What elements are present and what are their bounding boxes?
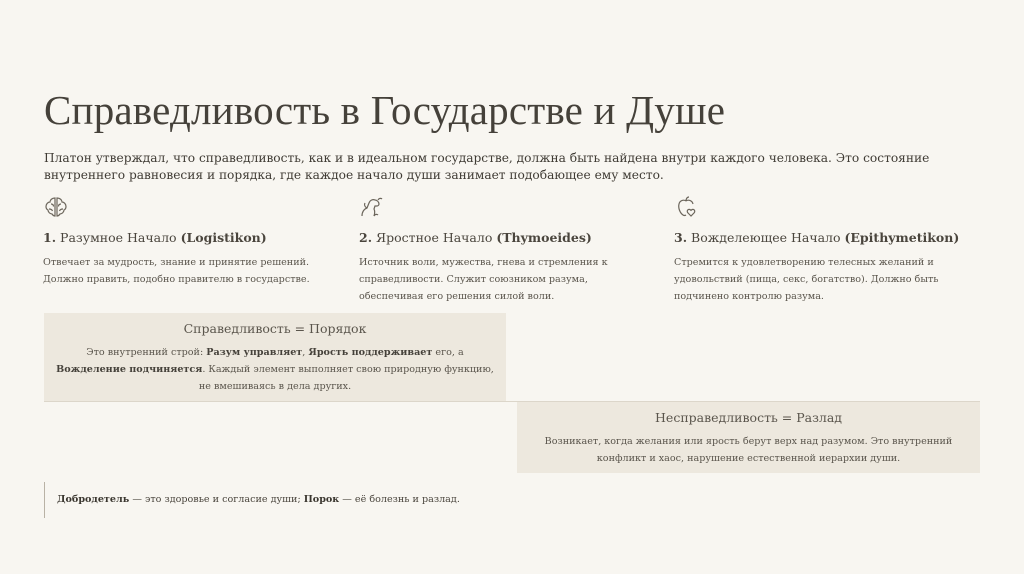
lion-icon (359, 194, 385, 220)
part-logistikon (43, 194, 333, 288)
apple-heart-icon (674, 194, 700, 220)
injustice-title: Несправедливость = Разлад (655, 410, 842, 425)
part-title: 1. Разумное Начало (Logistikon) (43, 230, 267, 245)
justice-title: Справедливость = Порядок (183, 321, 367, 336)
part-description: Стремится к удовлетворению телесных желаний и удовольствий (пища, секс, богатство). Должно быть подчинено контролю разума. (674, 257, 939, 302)
part-title: 2. Яростное Начало (Thymoeides) (359, 230, 592, 245)
injustice-box (517, 402, 980, 473)
brain-icon (43, 194, 69, 220)
part-description: Отвечает за мудрость, знание и принятие решений. Должно править, подобно правителю в государстве. (43, 257, 310, 285)
part-thymoeides (359, 194, 654, 305)
page-title: Справедливость в Государстве и Душе (44, 87, 726, 133)
part-title: 3. Вожделеющее Начало (Epithymetikon) (674, 230, 960, 245)
justice-box (44, 313, 506, 401)
part-description: Источник воли, мужества, гнева и стремления к справедливости. Служит союзником разума, обеспечивая его решения силой воли. (359, 257, 608, 302)
virtue-quote: Добродетель — это здоровье и согласие души; Порок — её болезнь и разлад. (44, 482, 460, 518)
part-epithymetikon (674, 194, 979, 305)
injustice-text: Возникает, когда желания или ярость берут верх над разумом. Это внутренний конфликт и хаос, нарушение естественной иерархии души. (544, 436, 953, 464)
intro-paragraph: Платон утверждал, что справедливость, как и в идеальном государстве, должна быть найдена внутри каждого человека. Это состояние внутреннего равновесия и порядка, где каждое начало души занимает подобающее ему место. (44, 151, 930, 182)
justice-text: Это внутренний строй: Разум управляет, Ярость поддерживает его, а Вожделение подчиняется. Каждый элемент выполняет свою природную функцию, не вмешиваясь в дела других. (56, 347, 494, 392)
